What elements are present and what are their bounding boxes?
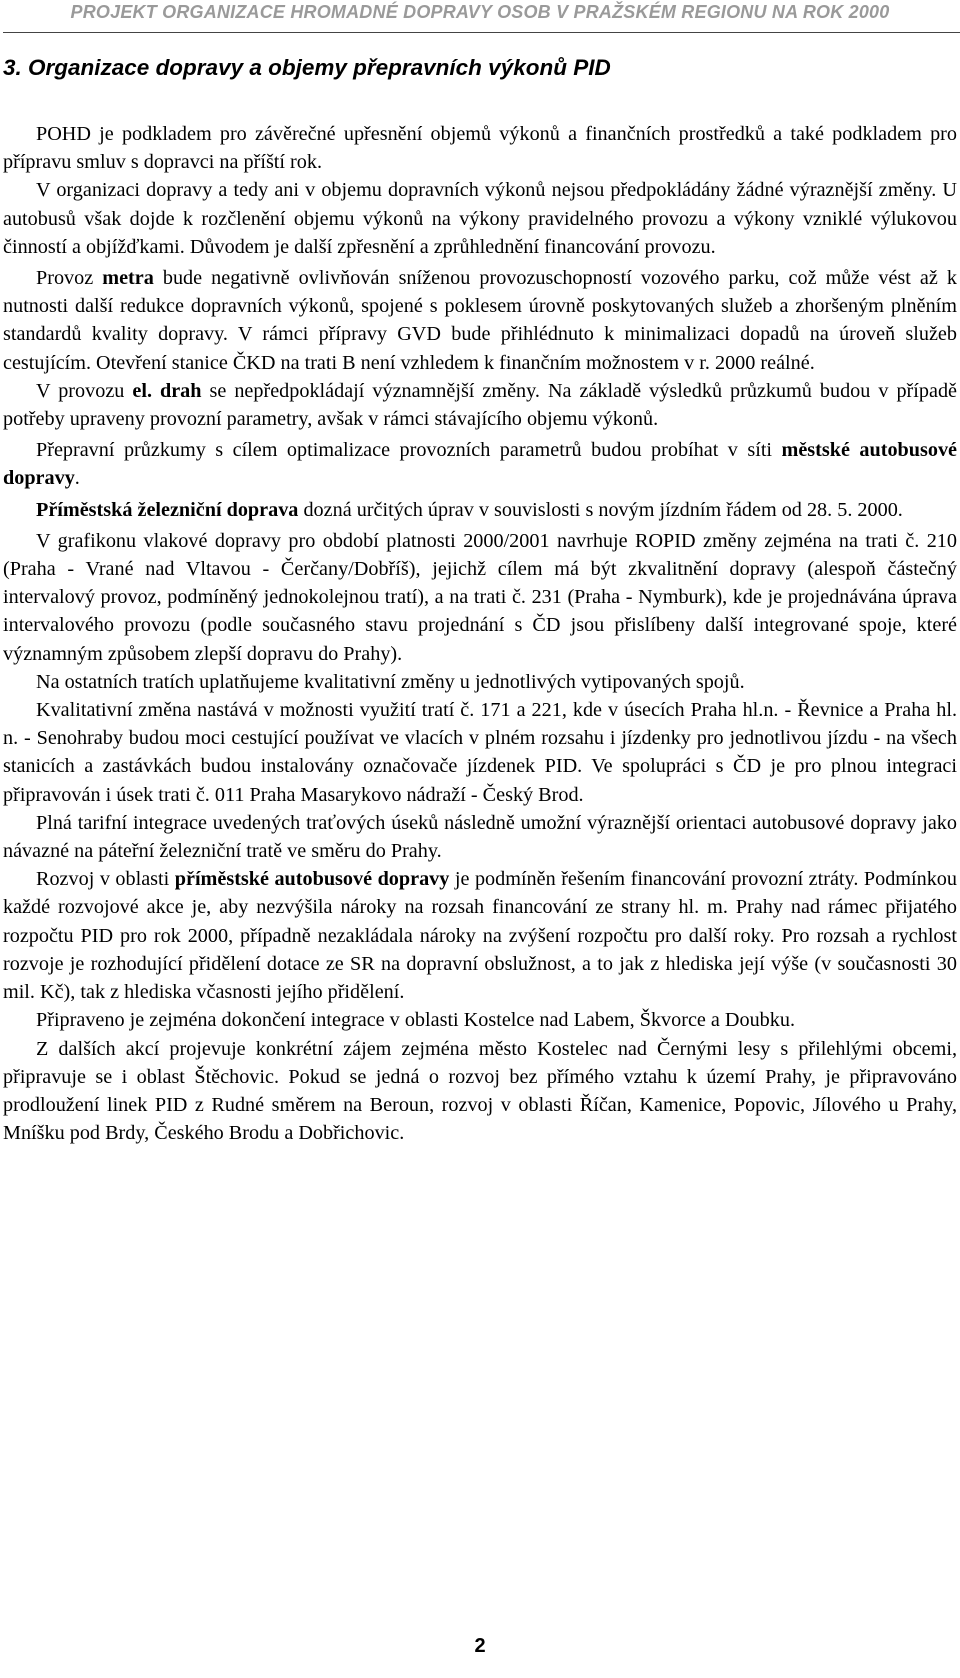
- paragraph-1: POHD je podkladem pro závěrečné upřesnění objemů výkonů a finančních prostředků a také podkladem pro přípravu smluv s dopravci na příští rok.: [3, 123, 957, 174]
- paragraph-6-bold: Příměstská železniční doprava: [36, 498, 299, 521]
- page-number: 2: [474, 1635, 486, 1657]
- paragraph-3-bold: metra: [102, 267, 154, 290]
- paragraph-4: [3, 377, 957, 433]
- paragraph-5-text-a: Přepravní průzkumy s cílem optimalizace provozních parametrů budou probíhat v síti: [36, 439, 782, 462]
- paragraph-4-text-a: V provozu: [36, 379, 133, 402]
- paragraph-6-text-c: dozná určitých úprav v souvislosti s novým jízdním řádem od 28. 5. 2000.: [298, 498, 903, 521]
- paragraph-12: Připraveno je zejména dokončení integrace v oblasti Kostelce nad Labem, Škvorce a Doubku.: [36, 1009, 796, 1032]
- running-header: PROJEKT ORGANIZACE HROMADNÉ DOPRAVY OSOB V PRAŽSKÉM REGIONU NA ROK 2000: [70, 2, 890, 22]
- section-heading: 3. Organizace dopravy a objemy přepravních výkonů PID: [3, 55, 611, 80]
- body-text: [3, 120, 957, 1147]
- paragraph-2: V organizaci dopravy a tedy ani v objemu dopravních výkonů nejsou předpokládány žádné výraznější změny. U autobusů však dojde k rozčlenění objemu výkonů na výkony pravidelného provozu a výkony vzniklé výlukovou činností a objížďkami. Důvodem je další zpřesnění a zprůhlednění financování provozu.: [3, 179, 957, 258]
- paragraph-10: Plná tarifní integrace uvedených traťových úseků následně umožní výraznější orientaci autobusové dopravy jako návazné na páteřní železniční tratě ve směru do Prahy.: [3, 811, 957, 863]
- paragraph-7: V grafikonu vlakové dopravy pro období platnosti 2000/2001 navrhuje ROPID změny zejména na trati č. 210 (Praha - Vrané nad Vltavou - Čerčany/Dobříš), jejichž cílem má být zkvalitnění dopravy (alespoň částečný intervalový provoz, podmíněný jednokolejnou tratí), a na trati č. 231 (Praha - Nymburk), kde je projednávána úprava intervalového provozu (podle současného stavu projednání s ČD jsou přislíbeny další integrované spoje, které významným způsobem zlepší dopravu do Prahy).: [3, 529, 957, 665]
- paragraph-6: [3, 496, 957, 524]
- paragraph-3: [3, 264, 957, 377]
- paragraph-5: [3, 436, 957, 492]
- paragraph-11-text-a: Rozvoj v oblasti: [36, 868, 175, 891]
- paragraph-5-text-c: .: [74, 467, 80, 490]
- paragraph-11: [3, 865, 957, 1006]
- paragraph-4-bold: el. drah: [132, 379, 202, 402]
- paragraph-9: Kvalitativní změna nastává v možnosti využití tratí č. 171 a 221, kde v úsecích Praha hl.n. - Řevnice a Praha hl. n. - Senohraby budou moci cestující používat ve vlacích v plném rozsahu i jízdenky pro jednotlivou jízdu - na všech stanicích a zastávkách budou instalovány označovače jízdenek PID. Ve spolupráci s ČD je pro plnou integraci připravován i úsek trati č. 011 Praha Masarykovo nádraží - Český Brod.: [3, 699, 957, 806]
- paragraph-11-bold: příměstské autobusové dopravy: [174, 868, 450, 891]
- paragraph-3-text-c: bude negativně ovlivňován sníženou provozuschopností vozového parku, což může vést až k nutnosti další redukce dopravních výkonů, spojené s poklesem úrovně poskytovaných služeb a zhoršeným plněním standardů kvality dopravy. V rámci přípravy GVD bude přihlédnuto k minimalizaci dopadů na úroveň služeb cestujícím. Otevření stanice ČKD na trati B není vzhledem k finančním možnostem v r. 2000 reálné.: [3, 267, 957, 374]
- paragraph-5-bold: městské autobusové dopravy: [3, 439, 957, 490]
- paragraph-4-text-c: se nepředpokládají významnější změny. Na základě výsledků průzkumů budou v případě potřeby upraveny provozní parametry, avšak v rámci stávajícího objemu výkonů.: [3, 379, 957, 431]
- paragraph-3-text-a: Provoz: [36, 267, 103, 290]
- paragraph-8: Na ostatních tratích uplatňujeme kvalitativní změny u jednotlivých vytipovaných spojů.: [36, 670, 745, 693]
- header-divider: [3, 32, 960, 33]
- paragraph-13: Z dalších akcí projevuje konkrétní zájem zejména město Kostelec nad Černými lesy s přilehlými obcemi, připravuje se i oblast Štěchovic. Pokud se jedná o rozvoj bez přímého vztahu k území Prahy, je připravováno prodloužení linek PID z Rudné směrem na Beroun, rozvoj v oblasti Říčan, Kamenice, Popovic, Jílového u Prahy, Mníšku pod Brdy, Českého Brodu a Dobřichovic.: [3, 1037, 957, 1145]
- paragraph-11-text-c: je podmíněn řešením financování provozní ztráty. Podmínkou každé rozvojové akce je, aby nezvýšila nároky na rozsah financování ze strany hl. m. Prahy nad rámec přijatého rozpočtu PID pro rok 2000, případně nezakládala nároky na zvýšení rozpočtu pro další roky. Pro rozsah a rychlost rozvoje je rozhodující přidělení dotace ze SR na dopravní obslužnost, a to jak z hlediska její výše (v současnosti 30 mil. Kč), tak z hlediska včasnosti jejího přidělení.: [3, 868, 957, 1004]
